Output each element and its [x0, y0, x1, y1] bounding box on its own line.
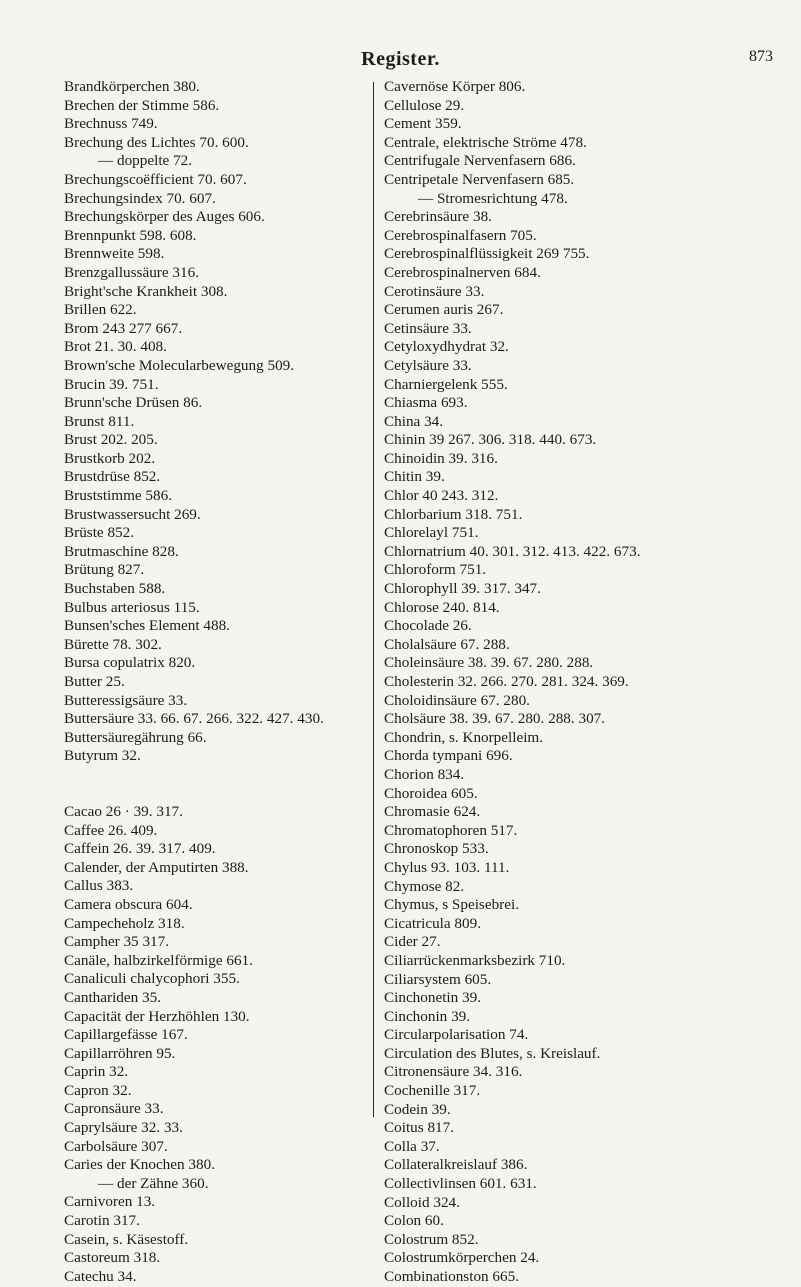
index-entry: Brustwassersucht 269. — [64, 505, 201, 523]
index-entry: Carbolsäure 307. — [64, 1137, 168, 1155]
index-entry: Bulbus arteriosus 115. — [64, 598, 200, 616]
index-entry: Capacität der Herzhöhlen 130. — [64, 1007, 250, 1025]
index-entry: Brutmaschine 828. — [64, 542, 179, 560]
index-entry: Brenzgallussäure 316. — [64, 263, 199, 281]
index-entry: Coitus 817. — [384, 1119, 455, 1137]
index-entry: Colostrumkörperchen 24. — [384, 1249, 540, 1267]
index-entry: Cetylsäure 33. — [384, 356, 472, 374]
index-entry: Casein, s. Käsestoff. — [64, 1230, 189, 1248]
index-entry: Choloidinsäure 67. 280. — [384, 691, 530, 709]
index-entry: — doppelte 72. — [98, 152, 193, 170]
index-entry: Chorion 834. — [384, 765, 465, 783]
index-entry: Chlorelayl 751. — [384, 524, 479, 542]
index-entry: Cerumen auris 267. — [384, 301, 504, 319]
index-entry: Chloroform 751. — [384, 561, 487, 579]
index-entry: Brechen der Stimme 586. — [64, 96, 220, 114]
index-entry: Caprin 32. — [64, 1063, 129, 1081]
index-entry: Brillen 622. — [64, 301, 137, 319]
index-entry: Brandkörperchen 380. — [64, 78, 200, 95]
index-entry: Centrale, elektrische Ströme 478. — [384, 133, 587, 151]
index-entry: Colostrum 852. — [384, 1230, 479, 1248]
index-entry: Cerebrospinalflüssigkeit 269 755. — [384, 245, 590, 263]
index-entry: Cholesterin 32. 266. 270. 281. 324. 369. — [384, 673, 629, 690]
index-entry: Brechnuss 749. — [64, 115, 158, 133]
index-entry: Chlorbarium 318. 751. — [384, 505, 523, 523]
index-entry: Brechung des Lichtes 70. 600. — [64, 133, 249, 151]
index-entry: Butteressigsäure 33. — [64, 691, 188, 709]
index-entry: Brucin 39. 751. — [64, 375, 159, 393]
index-entry: Cerebrinsäure 38. — [384, 208, 492, 226]
index-entry: Choroidea 605. — [384, 784, 478, 802]
index-entry: Bursa copulatrix 820. — [64, 654, 196, 672]
index-entry: Brennweite 598. — [64, 245, 165, 263]
index-entry: Bürette 78. 302. — [64, 635, 162, 653]
index-entry: Brennpunkt 598. 608. — [64, 226, 197, 244]
index-entry: Chromasie 624. — [384, 803, 481, 821]
index-entry: Caries der Knochen 380. — [64, 1156, 215, 1174]
index-entry: Chronoskop 533. — [384, 840, 489, 858]
index-entry: Collectivlinsen 601. 631. — [384, 1175, 537, 1193]
index-entry: Combinationston 665. — [384, 1268, 520, 1285]
index-entry: Colloid 324. — [384, 1193, 460, 1211]
index-entry: Buttersäuregährung 66. — [64, 728, 207, 746]
index-entry: Capronsäure 33. — [64, 1100, 164, 1118]
index-entry: Calender, der Amputirten 388. — [64, 858, 249, 876]
index-entry: Chromatophoren 517. — [384, 821, 518, 839]
index-entry: Chinoidin 39. 316. — [384, 449, 498, 467]
index-column-right — [384, 78, 789, 1287]
index-entry: Chorda tympani 696. — [384, 747, 513, 765]
page-number: 873 — [749, 48, 773, 65]
index-entry: Caffee 26. 409. — [64, 821, 158, 839]
index-entry: Cicatricula 809. — [384, 914, 481, 932]
index-entry: Bright'sche Krankheit 308. — [64, 282, 228, 300]
index-column-left — [64, 78, 364, 1286]
index-entry: Ciliarrückenmarksbezirk 710. — [384, 951, 566, 969]
index-entry: Brechungsindex 70. 607. — [64, 189, 216, 207]
index-entry: Centrifugale Nervenfasern 686. — [384, 152, 576, 170]
index-entry: Cochenille 317. — [384, 1082, 481, 1100]
index-entry: Buttersäure 33. 66. 67. 266. 322. 427. 430. — [64, 710, 324, 728]
index-entry: Brechungscoëfficient 70. 607. — [64, 170, 247, 188]
index-entry: Citronensäure 34. 316. — [384, 1063, 523, 1081]
index-entry: Cinchonin 39. — [384, 1007, 471, 1025]
index-entry: Catechu 34. — [64, 1267, 137, 1285]
index-entry: Chinin 39 267. 306. 318. 440. 673. — [384, 431, 597, 449]
index-entry: Circulation des Blutes, s. Kreislauf. — [384, 1044, 601, 1062]
index-entry: Cetinsäure 33. — [384, 319, 472, 337]
index-entry: Chymus, s Speisebrei. — [384, 896, 519, 914]
column-divider — [373, 82, 374, 1117]
index-entry: Callus 383. — [64, 877, 134, 895]
index-entry: Choleinsäure 38. 39. 67. 280. 288. — [384, 654, 594, 672]
index-entry: Chiasma 693. — [384, 394, 468, 412]
index-entry: Capillarröhren 95. — [64, 1044, 176, 1062]
index-entry: Chitin 39. — [384, 468, 445, 486]
index-entry: Campher 35 317. — [64, 933, 170, 951]
index-entry: Caprylsäure 32. 33. — [64, 1119, 183, 1137]
index-entry: Centripetale Nervenfasern 685. — [384, 170, 575, 188]
index-entry: Brustkorb 202. — [64, 449, 156, 467]
index-entry: — der Zähne 360. — [98, 1174, 209, 1192]
index-entry: Capron 32. — [64, 1081, 132, 1099]
index-entry: Cavernöse Körper 806. — [384, 78, 526, 95]
index-entry: Brechungskörper des Auges 606. — [64, 208, 265, 226]
index-entry: Cholalsäure 67. 288. — [384, 635, 510, 653]
index-entry: Bruststimme 586. — [64, 487, 173, 505]
index-entry: Colon 60. — [384, 1212, 444, 1230]
index-entry: Cerebrospinalfasern 705. — [384, 226, 537, 244]
index-entry: Brustdrüse 852. — [64, 468, 161, 486]
index-entry: Capillargefässe 167. — [64, 1026, 188, 1044]
index-entry: Cellulose 29. — [384, 96, 465, 114]
index-entry: Carotin 317. — [64, 1212, 140, 1230]
index-entry: Brot 21. 30. 408. — [64, 338, 167, 356]
index-entry: Chocolade 26. — [384, 617, 472, 635]
index-entry: Brüste 852. — [64, 524, 135, 542]
index-entry: Cinchonetin 39. — [384, 989, 482, 1007]
index-entry: Bunsen'sches Element 488. — [64, 617, 230, 635]
index-entry: Brust 202. 205. — [64, 431, 158, 449]
index-entry: Canthariden 35. — [64, 988, 162, 1006]
index-group-c — [64, 803, 364, 1286]
index-entry: Charniergelenk 555. — [384, 375, 508, 393]
index-entry: Campecheholz 318. — [64, 914, 185, 932]
index-entry: Buchstaben 588. — [64, 580, 166, 598]
index-entry: Caffein 26. 39. 317. 409. — [64, 840, 216, 858]
index-entry: Chlor 40 243. 312. — [384, 487, 499, 505]
index-entry: Butyrum 32. — [64, 747, 141, 765]
index-entry: Circularpolarisation 74. — [384, 1026, 529, 1044]
index-entry: Cerebrospinalnerven 684. — [384, 263, 541, 281]
index-entry: Cerotinsäure 33. — [384, 282, 485, 300]
index-entry: Cetyloxydhydrat 32. — [384, 338, 509, 356]
index-entry: Cider 27. — [384, 933, 441, 951]
index-entry: Brütung 827. — [64, 561, 145, 579]
index-entry: Brom 243 277 667. — [64, 319, 183, 337]
group-spacer — [64, 766, 364, 803]
index-entry: Codein 39. — [384, 1100, 451, 1118]
index-entry: Canaliculi chalycophori 355. — [64, 970, 240, 988]
index-entry: Chlorose 240. 814. — [384, 598, 500, 616]
index-entry: Chlorophyll 39. 317. 347. — [384, 580, 541, 598]
index-group-b — [64, 78, 364, 766]
index-entry: Cholsäure 38. 39. 67. 280. 288. 307. — [384, 710, 606, 728]
index-entry: Camera obscura 604. — [64, 895, 193, 913]
page-header-title: Register. — [361, 48, 440, 70]
index-entry: Brunn'sche Drüsen 86. — [64, 394, 203, 412]
index-entry: Chondrin, s. Knorpelleim. — [384, 728, 544, 746]
index-entry: China 34. — [384, 412, 444, 430]
index-entry: Castoreum 318. — [64, 1249, 161, 1267]
index-entry: Butter 25. — [64, 673, 125, 690]
index-entry: Cacao 26 · 39. 317. — [64, 802, 183, 820]
index-entry: — Stromesrichtung 478. — [418, 189, 568, 207]
index-entry: Brown'sche Molecularbewegung 509. — [64, 356, 295, 374]
index-entry: Colla 37. — [384, 1137, 440, 1155]
index-entry: Brunst 811. — [64, 412, 135, 430]
index-entry: Chylus 93. 103. 111. — [384, 858, 510, 876]
index-entry: Carnivoren 13. — [64, 1193, 156, 1211]
index-entry: Collateralkreislauf 386. — [384, 1156, 528, 1174]
index-entry: Chymose 82. — [384, 877, 465, 895]
index-entry: Canäle, halbzirkelförmige 661. — [64, 951, 253, 969]
index-entry: Cement 359. — [384, 115, 462, 133]
index-entry: Chlornatrium 40. 301. 312. 413. 422. 673. — [384, 542, 641, 560]
index-entry: Ciliarsystem 605. — [384, 970, 492, 988]
